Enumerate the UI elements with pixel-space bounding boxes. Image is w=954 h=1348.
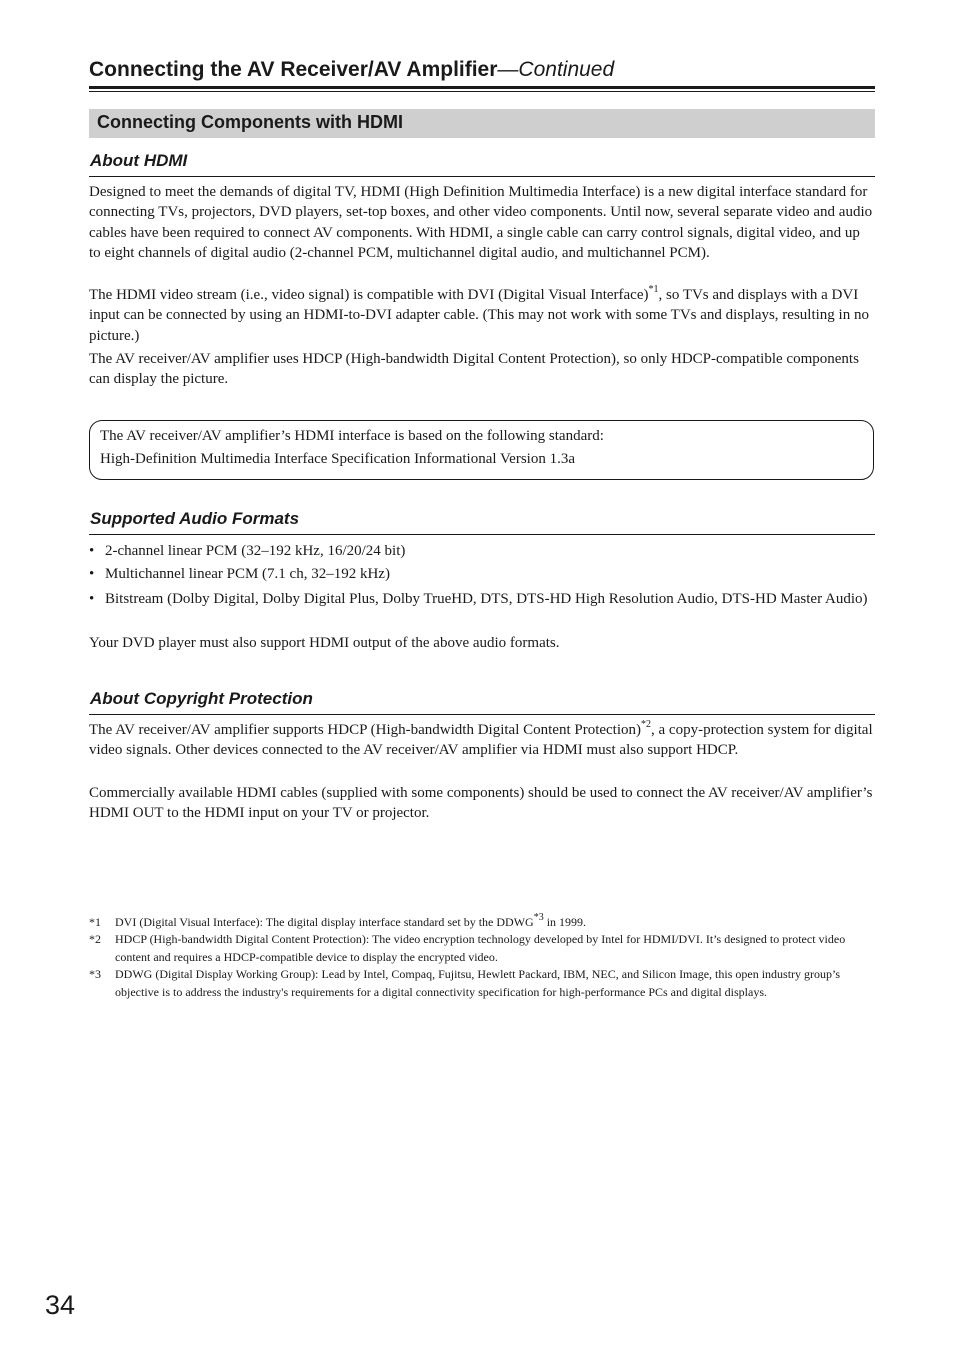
about-hdmi-rule [89,176,875,177]
list-item [89,541,875,561]
section-title: Connecting Components with HDMI [97,112,403,132]
standard-box-line-2: High-Definition Multimedia Interface Specification Informational Version 1.3a [100,451,575,467]
hdmi-standard-box [89,420,874,480]
footnote [89,931,875,966]
about-hdmi-paragraph-2 [89,285,875,346]
footnote-text [115,914,875,932]
header-rule-top [89,86,875,89]
page-header-continued: —Continued [497,58,615,81]
list-item-text: Multichannel linear PCM (7.1 ch, 32–192 kHz) [105,566,390,582]
list-item-text: 2-channel linear PCM (32–192 kHz, 16/20/24 bit) [105,543,406,559]
audio-formats-note: Your DVD player must also support HDMI output of the above audio formats. [89,635,560,651]
footnote-text-a: DVI (Digital Visual Interface): The digital display interface standard set by the DDWG [115,915,534,929]
page-header [89,56,875,84]
footnote-ref-3: *3 [533,912,544,923]
copyright-p1-text-b: , a copy-protection system for digital video signals. Other devices connected to the AV receiver/AV amplifier via HDMI must also support HDCP. [89,722,873,759]
section-bar [89,109,875,138]
footnote-ref-2: *2 [641,719,652,730]
p2-text-b: , so TVs and displays with a DVI input can be connected by using an HDMI-to-DVI adapter cable. (This may not work with some TVs and displays, resulting in no picture.) [89,287,869,344]
copyright-paragraph-1 [89,720,875,761]
p2-text-a: The HDMI video stream (i.e., video signal) is compatible with DVI (Digital Visual Interface) [89,287,649,303]
footnote-ref-1: *1 [648,284,659,295]
page-number: 34 [45,1290,76,1320]
header-rule-bottom [89,91,875,92]
footnote [89,966,875,1001]
footnote-text: HDCP (High-bandwidth Digital Content Protection): The video encryption technology developed by Intel for HDMI/DVI. It’s designed to protect video content and requires a HDCP-compatible device to display the encrypted video. [115,932,846,964]
list-item-text: Bitstream (Dolby Digital, Dolby Digital Plus, Dolby TrueHD, DTS, DTS-HD High Resolution Audio, DTS-HD Master Audio) [105,591,868,607]
bullet: • [89,566,95,582]
about-hdmi-paragraph-3: The AV receiver/AV amplifier uses HDCP (High-bandwidth Digital Content Protection), so only HDCP-compatible components can display the picture. [89,351,859,388]
audio-formats-heading: Supported Audio Formats [90,509,300,528]
footnote-text-b: in 1999. [543,915,587,929]
bullet: • [89,543,95,559]
about-hdmi-paragraph-1: Designed to meet the demands of digital TV, HDMI (High Definition Multimedia Interface) is a new digital interface standard for connecting TVs, projectors, DVD players, set-top boxes, and other video components. Until now, several separate video and audio cables have been required to connect AV components. With HDMI, a single cable can carry control signals, digital video, and up to eight channels of digital audio (2-channel PCM, multichannel digital audio, and multichannel PCM). [89,184,873,261]
list-item [89,564,875,584]
footnote-mark: *3 [89,967,101,981]
copyright-heading: About Copyright Protection [90,689,313,708]
bullet: • [89,591,95,607]
copyright-p1-text-a: The AV receiver/AV amplifier supports HDCP (High-bandwidth Digital Content Protection) [89,722,642,738]
standard-box-line-1: The AV receiver/AV amplifier’s HDMI interface is based on the following standard: [100,428,604,444]
copyright-rule [89,714,875,715]
list-item [89,589,875,609]
audio-formats-rule [89,534,875,535]
footnote-mark: *1 [89,915,101,929]
page-header-title: Connecting the AV Receiver/AV Amplifier [89,58,498,81]
copyright-paragraph-2: Commercially available HDMI cables (supplied with some components) should be used to connect the AV receiver/AV amplifier’s HDMI OUT to the HDMI input on your TV or projector. [89,785,873,822]
footnote-text: DDWG (Digital Display Working Group): Lead by Intel, Compaq, Fujitsu, Hewlett Packard, IBM, NEC, and Silicon Image, this open industry group’s objective is to address the industry's requirements for a digital connectivity specification for high-performance PCs and digital displays. [115,967,841,999]
footnote [89,914,875,932]
about-hdmi-heading: About HDMI [90,151,188,170]
footnote-mark: *2 [89,932,101,946]
